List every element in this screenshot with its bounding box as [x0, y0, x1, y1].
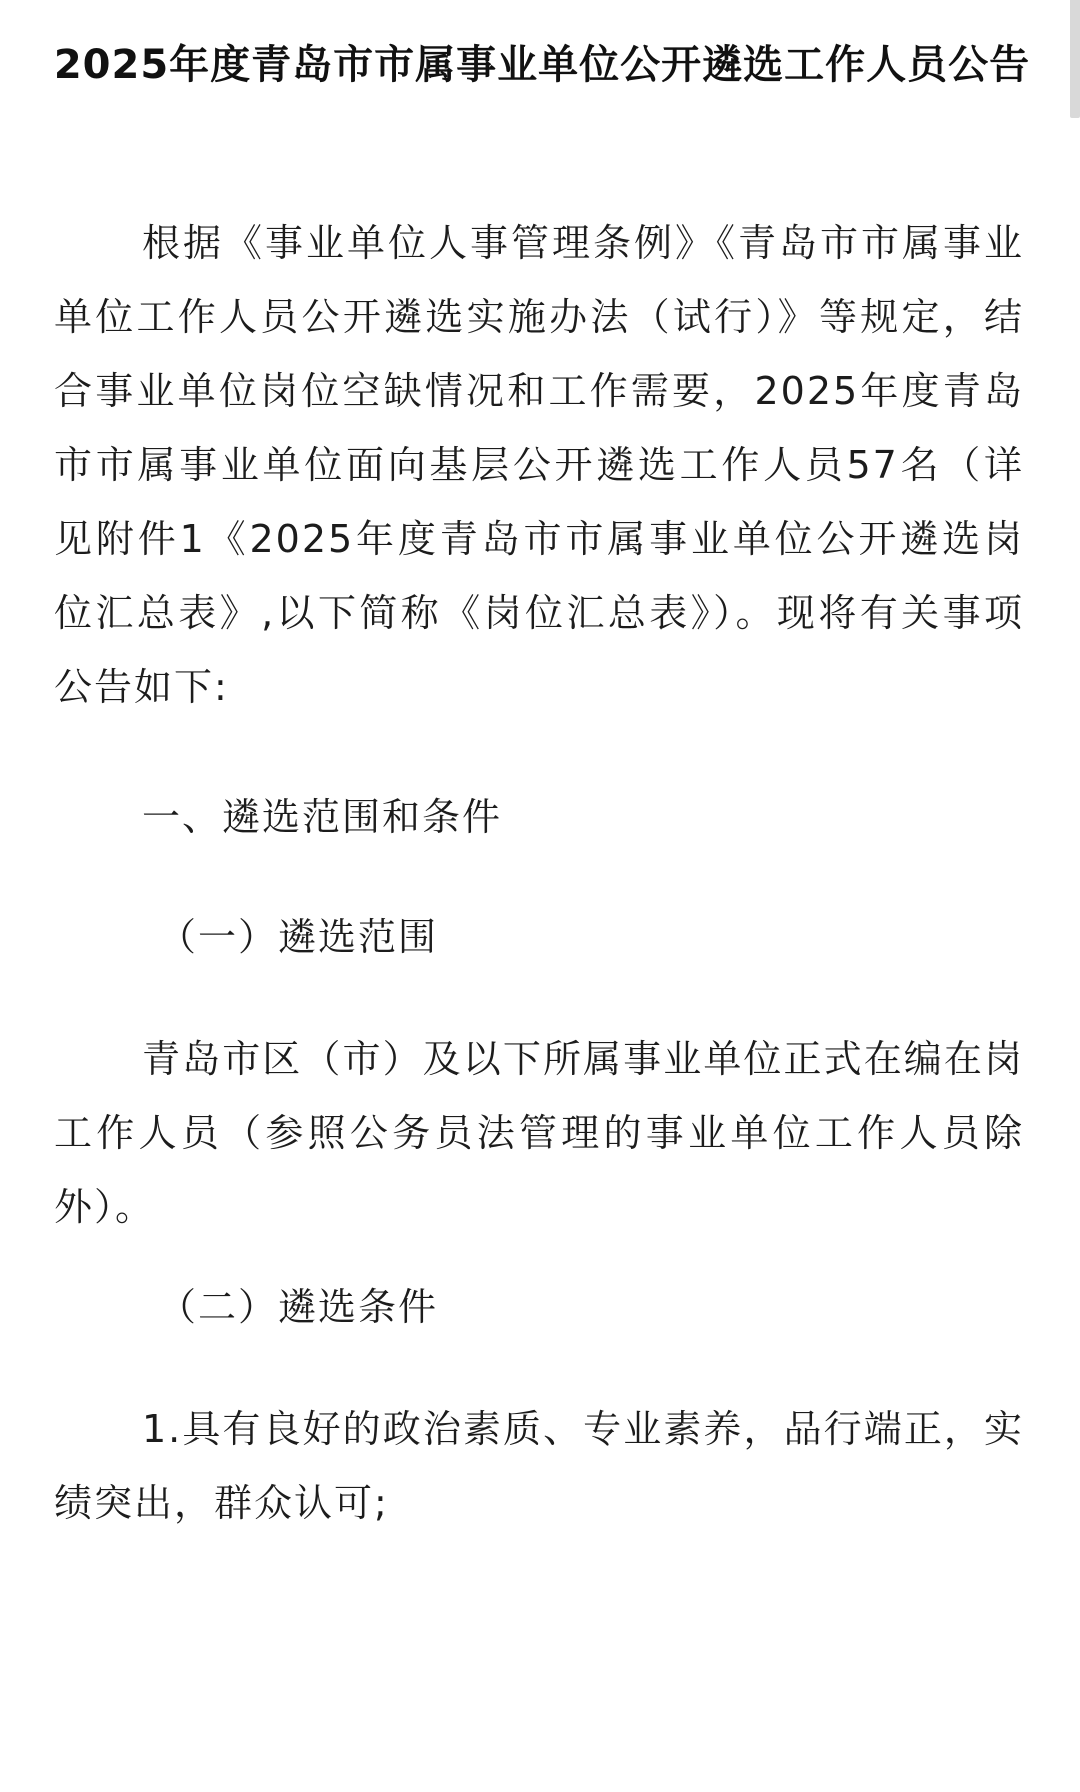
announcement-title: 2025年度青岛市市属事业单位公开遴选工作人员公告: [53, 42, 1031, 88]
subsection-heading-scope: （一）遴选范围: [158, 915, 439, 959]
intro-paragraph: 根据《事业单位人事管理条例》《青岛市市属事业单位工作人员公开遴选实施办法（试行）》等规定，结合事业单位岗位空缺情况和工作需要，2025年度青岛市市属事业单位面向基层公开遴选工作人员57名（详见附件1《2025年度青岛市市属事业单位公开遴选岗位汇总表》,以下简称《岗位汇总表》）。现将有关事项公告如下:: [54, 221, 1024, 709]
section-heading-scope-and-conditions: 一、遴选范围和条件: [142, 795, 503, 839]
scrollbar-thumb[interactable]: [1070, 0, 1080, 118]
condition-item-1: 1.具有良好的政治素质、专业素养，品行端正，实绩突出，群众认可;: [54, 1407, 1024, 1525]
subsection-heading-conditions: （二）遴选条件: [158, 1285, 439, 1329]
scope-paragraph: 青岛市区（市）及以下所属事业单位正式在编在岗工作人员（参照公务员法管理的事业单位工作人员除外）。: [54, 1037, 1024, 1229]
